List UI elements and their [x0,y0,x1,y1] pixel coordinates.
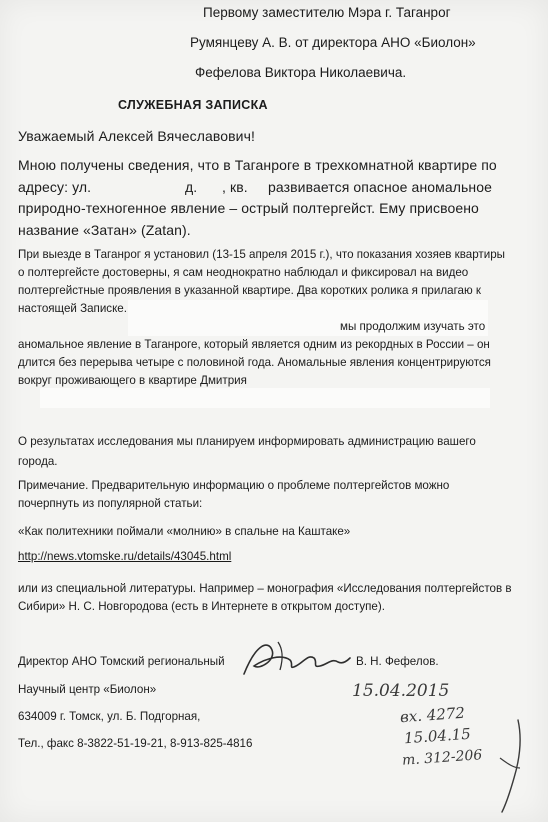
center-name: Научный центр «Биолон» [18,683,157,696]
para2-line-1: При выезде в Таганрог я установил (13-15 апреля 2015 г.), что показания хозяев квартиры [18,248,505,261]
handwritten-reg-phone: т. 312-206 [401,747,483,769]
intro-line-2a: адресу: ул. [18,179,92,195]
phone-fax: Тел., факс 8-3822-51-19-21, 8-913-825-4816 [18,737,253,750]
note-line-2: почерпнуть из популярной статьи: [18,497,203,510]
intro-line-2b: д. [185,179,198,195]
para2-line-8: вокруг проживающего в квартире Дмитрия [18,374,247,387]
handwritten-reg-number: вх. 4272 [399,703,466,727]
signature-icon [238,636,358,684]
handwritten-reg-date: 15.04.15 [403,724,472,748]
para2-line-7: длится без перерыва четыре с половиной года. Аномальные явления концентрируются [18,356,491,369]
handwritten-mark-icon [488,718,528,814]
memo-title: СЛУЖЕБНАЯ ЗАПИСКА [118,98,268,112]
address: 634009 г. Томск, ул. Б. Подгорная, [18,710,201,723]
para3-line-1: О результатах исследования мы планируем информировать администрацию вашего [18,435,476,448]
note-line-1: Примечание. Предварительную информацию о проблеме полтергейстов можно [18,479,450,492]
para2-line-3: полтергейстные проявления в указанной квартире. Два коротких ролика я прилагаю к [18,284,481,297]
intro-line-4: название «Затан» (Zatan). [18,222,191,238]
greeting: Уважаемый Алексей Вячеславович! [18,128,255,144]
redacted-area-2 [40,388,490,408]
para2-line-2: о полтергейсте достоверны, я сам неоднократно наблюдал и фиксировал на видео [18,266,469,279]
addressee-line-2: Румянцеву А. В. от директора АНО «Биолон» [190,35,476,50]
para2-line-4: настоящей Записке. [18,302,127,315]
literature-line-1: или из специальной литературы. Например – монография «Исследования полтергейстов в [18,582,512,595]
article-title: «Как политехники поймали «молнию» в спальне на Каштаке» [18,525,351,538]
addressee-line-1: Первому заместителю Мэра г. Таганрог [203,5,451,20]
para2-line-6: аномальное явление в Таганроге, который является одним из рекордных в России – он [18,338,490,351]
intro-line-1: Мною получены сведения, что в Таганроге в трехкомнатной квартире по [18,157,497,173]
intro-line-2c: , кв. [222,179,248,195]
handwritten-date: 15.04.2015 [352,681,450,701]
intro-line-2d: развивается опасное аномальное [268,179,493,195]
intro-line-3: природно-техногенное явление – острый полтергейст. Ему присвоено [18,200,479,216]
literature-line-2: Сибири» Н. С. Новгородова (есть в Интернете в открытом доступе). [18,600,385,613]
para2-line-5: мы продолжим изучать это [340,320,486,333]
addressee-line-3: Фефелова Виктора Николаевича. [195,65,407,80]
director-title: Директор АНО Томский региональный [18,655,225,668]
article-link[interactable]: http://news.vtomske.ru/details/43045.html [18,550,232,563]
signatory-name: В. Н. Фефелов. [356,655,439,668]
para3-line-2: города. [18,455,58,468]
